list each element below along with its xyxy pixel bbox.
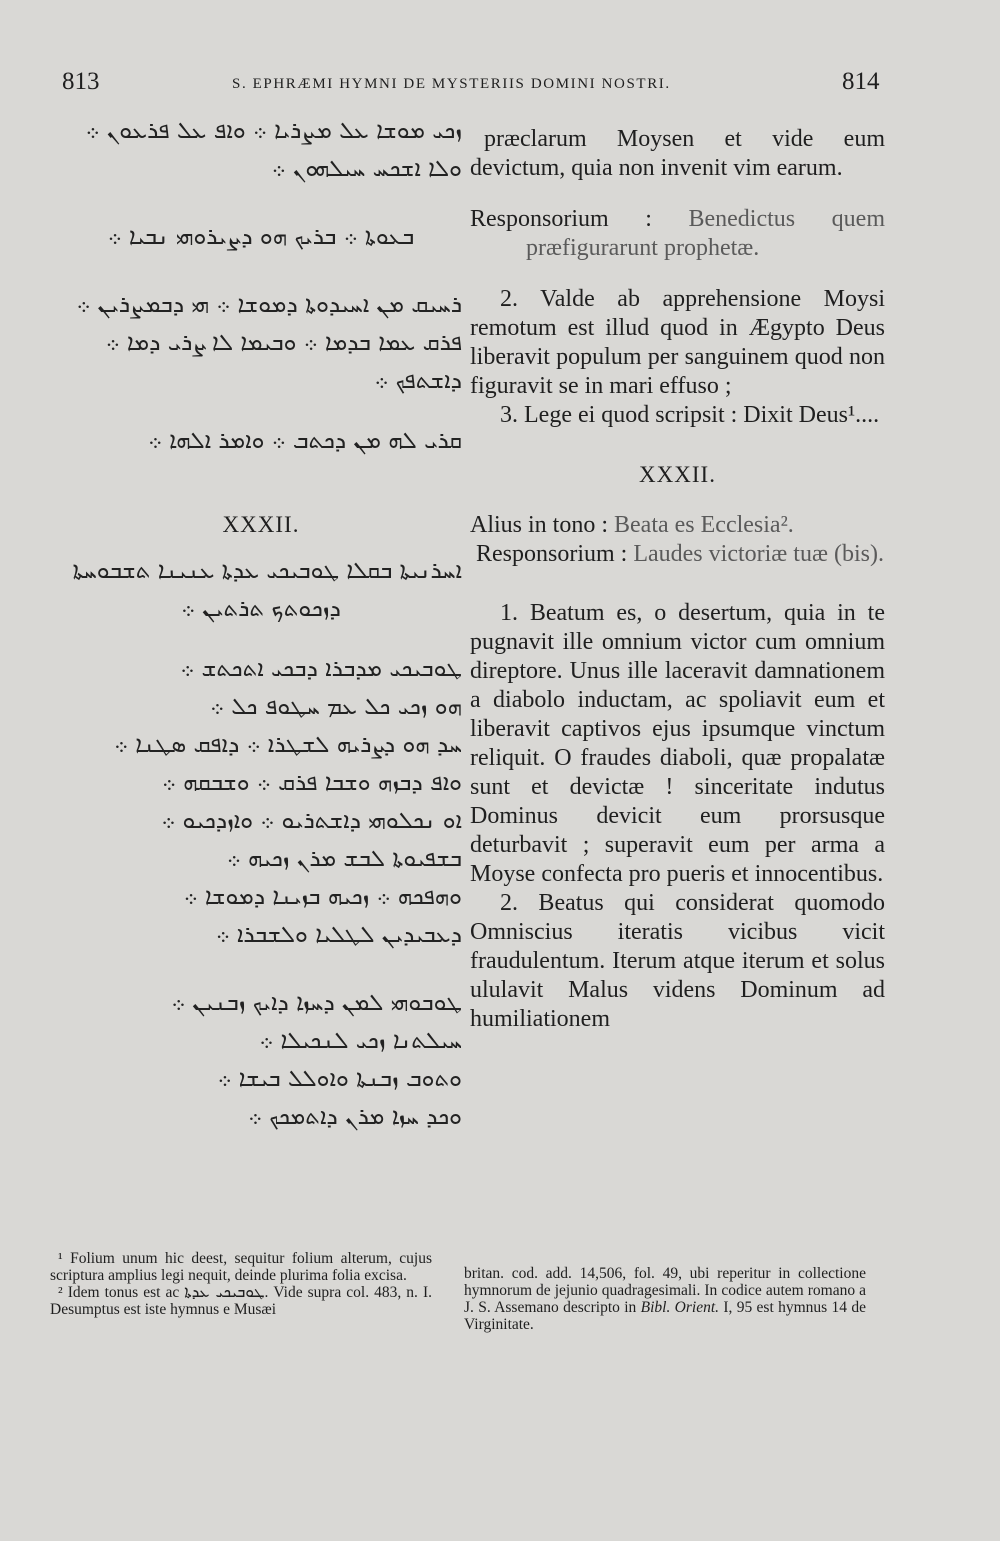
syriac-tone-line: ܕܙܟܘܬܟ ܬܪܬܝܢ ܀ <box>181 596 341 622</box>
syriac-line: ܙܟܝ ܡܘܫܐ ܥܠ ܡܨܪܝܐ ܀ ܘܐܦ ܥܠ ܦܪܥܘܢ ܀ <box>85 118 462 144</box>
syriac-refrain: ܒܥܘܬܐ ܀ ܒܪܝܟ ܗܘ ܕܨܝܪܘܗܝ ܢܒܝܐ ܀ <box>107 224 415 250</box>
running-header <box>0 68 1000 98</box>
responsorium-text: Benedictus quem præfigurarunt prophetæ. <box>526 206 885 261</box>
responsorium-label: Responsorium : <box>470 206 689 232</box>
running-title: S. EPHRÆMI HYMNI DE MYSTERIIS DOMINI NOSTRI. <box>232 76 671 92</box>
footnote-2: ² Idem tonus est ac ܛܘܒܝܟܝ ܥܕܬܐ. Vide supra col. 483, n. I. Desumptus est iste hymnus e Musæi <box>50 1283 432 1318</box>
syriac-line: ܦܪܩ ܥܡܐ ܒܕܡܐ ܀ ܘܒܝܡܐ ܠܐ ܨܪܝ ܕܡܐ ܀ <box>105 330 462 356</box>
syriac-line: ܐܘ ܢܟܠܘܗܝ ܕܐܫܬܪܝܘ ܀ ܘܐܙܕܟܝܘ ܀ <box>161 808 462 834</box>
footnotes-left <box>50 1250 432 1318</box>
footnote-1: ¹ Folium unum hic deest, sequitur folium alterum, cujus scriptura amplius legi nequit, deinde plurima folia excisa. <box>50 1250 432 1284</box>
hymn-number-right: XXXII. <box>639 462 716 487</box>
latin-paragraph-continued: præclarum Moysen et vide eum devictum, quia non invenit vim earum. <box>470 126 885 181</box>
responsorium-2 <box>470 540 885 569</box>
responsorium-label: Responsorium : <box>476 541 634 567</box>
page-number-right: 814 <box>842 68 880 95</box>
latin-stanza-3: 3. Lege ei quod scripsit : Dixit Deus¹.... <box>500 402 880 428</box>
syriac-line: ܘܬܘܒ ܙܒܢܬܐ ܘܐܘܠܠ ܒܝܫܐ ܀ <box>217 1066 462 1092</box>
footnote-syriac: ܛܘܒܝܟܝ ܥܕܬܐ <box>184 1283 265 1301</box>
syriac-line: ܛܘܒܘܗܝ ܠܡܢ ܕܚܙܐ ܕܐܝܟ ܙܒܢܝܢ ܀ <box>171 990 462 1016</box>
syriac-line: ܒܫܦܝܘܬܐ ܠܒܫ ܡܪܢ ܙܟܝܗ ܀ <box>226 846 462 872</box>
syriac-line: ܕܥܒܝܕܝܢ ܠܛܠܝܐ ܘܠܫܒܪܐ ܀ <box>215 922 462 948</box>
footnote-2-continued: britan. cod. add. 14,506, fol. 49, ubi reperitur in collectione hymnorum de jejunio quadragesimali. In codice autem romano a J. S. Assemano descripto in Bibl. Orient. I, 95 est hymnus 14 de Virginitate. <box>464 1265 866 1333</box>
responsorium-text: Laudes victoriæ tuæ (bis). <box>633 541 884 567</box>
syriac-line: ܘܐܦ ܕܒܙܗ ܘܫܒܐ ܦܪܩ ܀ ܘܫܒܩܗ ܀ <box>161 770 462 796</box>
latin-stanza-2: 2. Valde ab apprehensione Moysi remotum est illud quod in Ægypto Deus liberavit populum per sanguinem quod non figuravit se in mari effuso ; <box>470 286 885 399</box>
hymn-number-left: XXXII. <box>222 512 300 537</box>
latin-column <box>470 125 885 1034</box>
syriac-line: ܗܘ ܙܟܝ ܟܠ ܥܡ ܚܛܘܦ ܟܠ ܀ <box>210 694 462 720</box>
latin-stanza-2b: 2. Beatus qui considerat quomodo Omniscius iteratis vicibus vicit fraudulentum. Iterum atque iterum et solus ululavit Malus videns Dominum ad humiliationem <box>470 890 885 1032</box>
syriac-line: ܕܐܫܬܦܟ ܀ <box>374 368 462 394</box>
syriac-column <box>60 112 462 1136</box>
syriac-line: ܘܗܦܟܗ ܀ ܙܟܝܗ ܒܙܝܢܐ ܕܡܘܫܐ ܀ <box>183 884 462 910</box>
alius-text: Beata es Ecclesia². <box>614 512 794 538</box>
syriac-line: ܚܕ ܗܘ ܕܨܪܝܗ ܠܫܛܪܐ ܀ ܕܐܦܩ ܣܛܢܐ ܀ <box>114 732 462 758</box>
latin-stanza-1: 1. Beatum es, o desertum, quia in te pugnavit ille omnium victor cum omnium direptore. Unus ille laceravit damnationem a diabolo inductam, ac spoliavit eum et liberavit captivos ejus ipsumque vinctum reliquit. O fraudes diaboli, quæ propalatæ sunt et devictæ ! sinceritate indutus Dominus devicit eum prorsusque deturbavit ; superavit eum per arma a Moyse confecta pro pueris et innocentibus. <box>470 600 885 887</box>
page-number-left: 813 <box>62 68 100 95</box>
syriac-line: ܪܚܝܩ ܡܢ ܐܚܝܕܘܬܐ ܕܡܘܫܐ ܀ ܗܝ ܕܒܡܨܪܝܢ ܀ <box>76 292 462 318</box>
syriac-line: ܘܠܐ ܐܫܟܚ ܚܝܠܗܘܢ ܀ <box>271 156 462 182</box>
responsorium-1 <box>470 205 885 263</box>
syriac-line: ܚܝܠܬܢܐ ܙܟܝ ܠܢܟܝܠܐ ܀ <box>259 1028 462 1054</box>
syriac-tone-line: ܐܚܪܢܝܬܐ ܒܩܠܐ ܛܘܒܝܟܝ ܥܕܬܐ ܥܢܝܢܐ ܬܫܒܘܚܬܐ <box>72 558 462 584</box>
alius-line <box>470 511 885 540</box>
footnotes-right <box>464 1265 866 1333</box>
alius-label: Alius in tono : <box>470 512 615 538</box>
syriac-line: ܛܘܒܝܟܝ ܡܕܒܪܐ ܕܒܟܝ ܐܬܟܬܫ ܀ <box>180 656 462 682</box>
syriac-line: ܘܟܕ ܚܙܐ ܡܪܢ ܕܐܬܡܟܟ ܀ <box>248 1104 462 1130</box>
syriac-line: ܩܪܝ ܠܗ ܡܢ ܕܟܬܒ ܀ ܘܐܡܪ ܐܠܗܐ ܀ <box>148 428 462 454</box>
